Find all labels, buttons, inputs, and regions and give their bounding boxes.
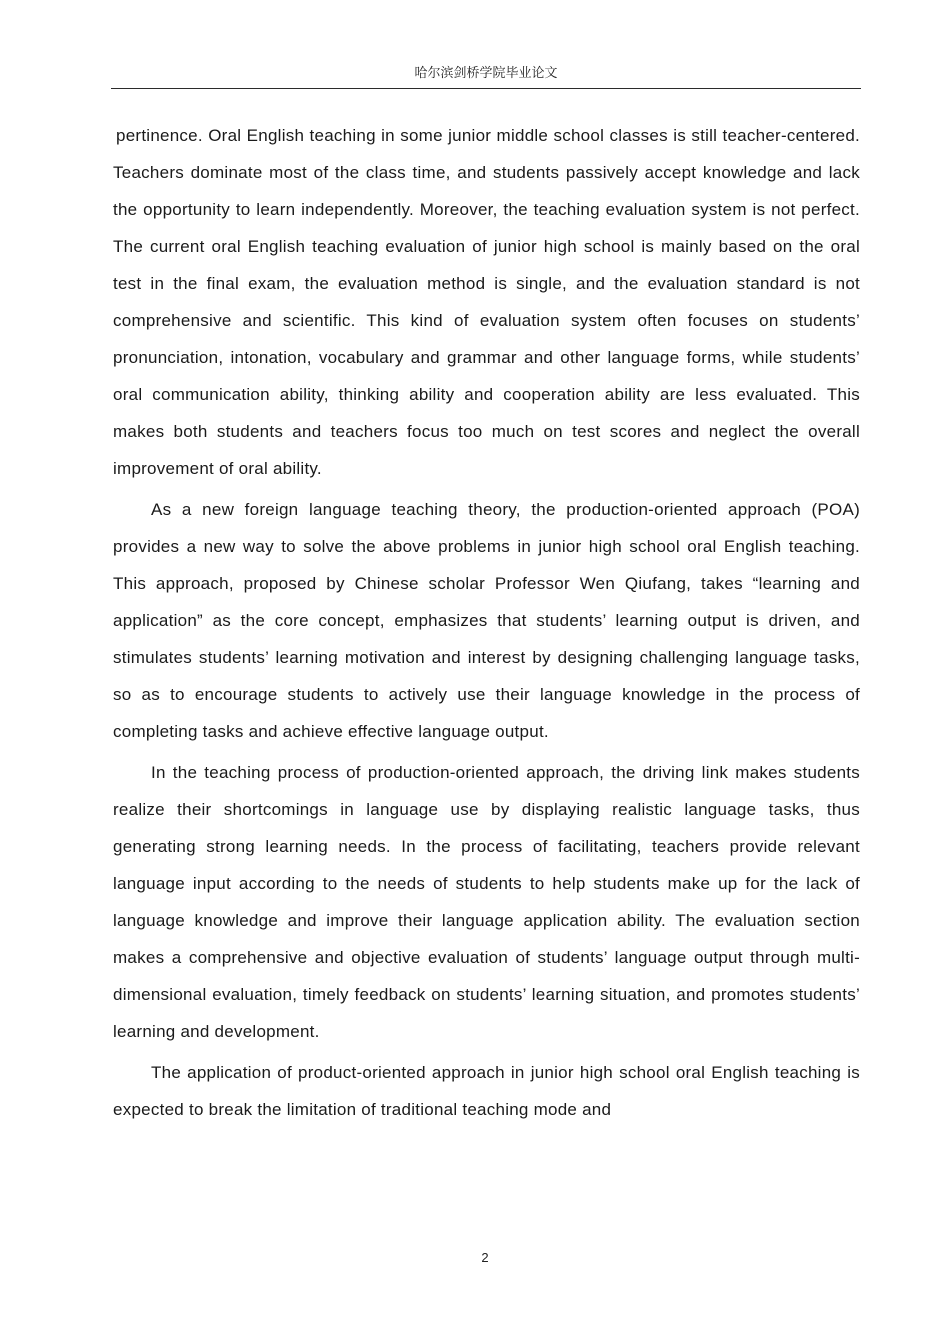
thesis-body-text bbox=[113, 117, 860, 1132]
paragraph-poa-teaching-process: In the teaching process of production-oriented approach, the driving link makes students realize their shortcomings in language use by displaying realistic language tasks, thus generating strong learning needs. In the process of facilitating, teachers provide relevant language input according to the needs of students to help students make up for the lack of language knowledge and improve their language application ability. The evaluation section makes a comprehensive and objective evaluation of students’ language output through multi-dimensional evaluation, timely feedback on students’ learning situation, and promotes students’ learning and development. bbox=[113, 763, 860, 1041]
page-header bbox=[111, 64, 861, 89]
paragraph-poa-introduction: As a new foreign language teaching theory, the production-oriented approach (POA) provides a new way to solve the above problems in junior high school oral English teaching. This approach, proposed by Chinese scholar Professor Wen Qiufang, takes “learning and application” as the core concept, emphasizes that students’ learning output is driven, and stimulates students’ learning motivation and interest by designing challenging language tasks, so as to encourage students to actively use their language knowledge in the process of completing tasks and achieve effective language output. bbox=[113, 500, 860, 741]
paragraph-continued: pertinence. Oral English teaching in some junior middle school classes is still teacher-centered. Teachers dominate most of the class time, and students passively accept knowledge and lack the opportunity to learn independently. Moreover, the teaching evaluation system is not perfect. The current oral English teaching evaluation of junior high school is mainly based on the oral test in the final exam, the evaluation method is single, and the evaluation standard is not comprehensive and scientific. This kind of evaluation system often focuses on students’ pronunciation, intonation, vocabulary and grammar and other language forms, while students’ oral communication ability, thinking ability and cooperation ability are less evaluated. This makes both students and teachers focus too much on test scores and neglect the overall improvement of oral ability. bbox=[113, 126, 860, 478]
header-title: 哈尔滨剑桥学院毕业论文 bbox=[414, 66, 558, 81]
page-number: 2 bbox=[481, 1250, 489, 1265]
paragraph-poa-application: The application of product-oriented approach in junior high school oral English teaching is expected to break the limitation of traditional teaching mode and bbox=[113, 1063, 860, 1119]
